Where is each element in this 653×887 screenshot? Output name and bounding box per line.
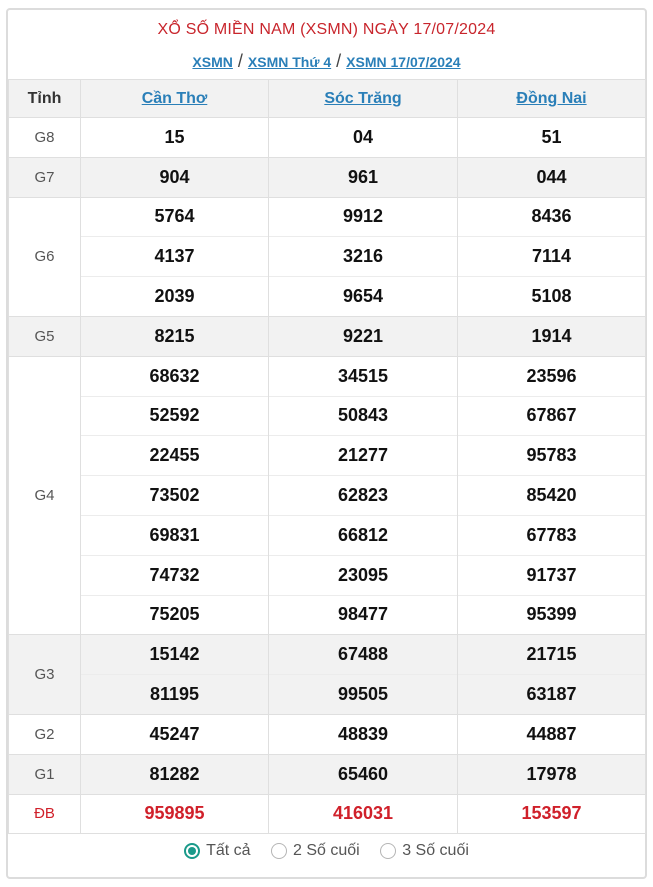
breadcrumb-xsmn[interactable]: XSMN [192, 54, 233, 70]
results-table [8, 79, 646, 834]
province-link-dong-nai[interactable]: Đồng Nai [516, 89, 587, 107]
prize-number: 21715 [458, 635, 646, 675]
results-card [6, 8, 647, 879]
filter-option-label: 3 Số cuối [402, 842, 469, 859]
prize-number: 04 [269, 118, 458, 158]
prize-label-g5: G5 [9, 316, 81, 356]
table-row [9, 595, 646, 635]
prize-number: 63187 [458, 675, 646, 715]
breadcrumb [8, 51, 645, 72]
province-header-can-tho [81, 80, 269, 118]
prize-label-g7: G7 [9, 157, 81, 197]
table-row [9, 436, 646, 476]
prize-number: 5764 [81, 197, 269, 237]
table-row [9, 754, 646, 794]
prize-number: 75205 [81, 595, 269, 635]
table-row [9, 515, 646, 555]
prize-number: 9654 [269, 277, 458, 317]
table-row [9, 316, 646, 356]
prize-number: 62823 [269, 476, 458, 516]
prize-number: 1914 [458, 316, 646, 356]
prize-number: 22455 [81, 436, 269, 476]
prize-number: 95399 [458, 595, 646, 635]
table-row [9, 635, 646, 675]
prize-number: 153597 [458, 794, 646, 834]
prize-number: 99505 [269, 675, 458, 715]
prize-number: 8215 [81, 316, 269, 356]
prize-number: 45247 [81, 714, 269, 754]
table-row [9, 555, 646, 595]
radio-icon[interactable] [271, 843, 287, 859]
table-row [9, 118, 646, 158]
table-row [9, 237, 646, 277]
prize-number: 044 [458, 157, 646, 197]
prize-number: 8436 [458, 197, 646, 237]
prize-number: 9912 [269, 197, 458, 237]
prize-number: 74732 [81, 555, 269, 595]
prize-number: 67867 [458, 396, 646, 436]
prize-number: 904 [81, 157, 269, 197]
breadcrumb-xsmn-date[interactable]: XSMN 17/07/2024 [346, 54, 461, 70]
prize-number: 959895 [81, 794, 269, 834]
filter-option-last-2[interactable] [271, 842, 360, 860]
prize-number: 85420 [458, 476, 646, 516]
prize-number: 69831 [81, 515, 269, 555]
prize-number: 81195 [81, 675, 269, 715]
prize-number: 52592 [81, 396, 269, 436]
breadcrumb-separator: / [336, 51, 342, 71]
province-link-can-tho[interactable]: Cần Thơ [141, 89, 208, 107]
prize-number: 81282 [81, 754, 269, 794]
radio-icon[interactable] [380, 843, 396, 859]
prize-label-g8: G8 [9, 118, 81, 158]
prize-number: 3216 [269, 237, 458, 277]
prize-number: 44887 [458, 714, 646, 754]
prize-number: 48839 [269, 714, 458, 754]
breadcrumb-separator: / [237, 51, 243, 71]
table-row [9, 356, 646, 396]
prize-label-g2: G2 [9, 714, 81, 754]
prize-number: 7114 [458, 237, 646, 277]
filter-option-label: Tất cả [206, 842, 251, 859]
filter-option-label: 2 Số cuối [293, 842, 360, 859]
table-row [9, 675, 646, 715]
prize-number: 9221 [269, 316, 458, 356]
prize-number: 23095 [269, 555, 458, 595]
table-row [9, 157, 646, 197]
prize-number: 67783 [458, 515, 646, 555]
filter-option-last-3[interactable] [380, 842, 469, 860]
table-row [9, 277, 646, 317]
province-header-soc-trang [269, 80, 458, 118]
prize-number: 961 [269, 157, 458, 197]
table-row [9, 794, 646, 834]
table-row [9, 396, 646, 436]
prize-number: 416031 [269, 794, 458, 834]
prize-label-db: ĐB [9, 794, 81, 834]
prize-number: 5108 [458, 277, 646, 317]
digit-filter [8, 842, 645, 864]
province-link-soc-trang[interactable]: Sóc Trăng [324, 89, 402, 107]
filter-option-all[interactable] [184, 842, 250, 860]
radio-selected-icon[interactable] [184, 843, 200, 859]
prize-number: 95783 [458, 436, 646, 476]
prize-number: 67488 [269, 635, 458, 675]
prize-number: 23596 [458, 356, 646, 396]
prize-label-g6: G6 [9, 197, 81, 316]
prize-label-g3: G3 [9, 635, 81, 715]
prize-label-g1: G1 [9, 754, 81, 794]
prize-number: 66812 [269, 515, 458, 555]
table-row [9, 714, 646, 754]
prize-number: 50843 [269, 396, 458, 436]
page-title: XỔ SỐ MIỀN NAM (XSMN) NGÀY 17/07/2024 [157, 21, 496, 38]
province-column-header: Tỉnh [9, 80, 81, 118]
prize-number: 15142 [81, 635, 269, 675]
prize-number: 17978 [458, 754, 646, 794]
prize-number: 4137 [81, 237, 269, 277]
prize-number: 15 [81, 118, 269, 158]
breadcrumb-xsmn-thu-4[interactable]: XSMN Thứ 4 [247, 54, 332, 70]
prize-number: 2039 [81, 277, 269, 317]
prize-number: 98477 [269, 595, 458, 635]
table-header-row [9, 80, 646, 118]
prize-number: 65460 [269, 754, 458, 794]
prize-number: 34515 [269, 356, 458, 396]
prize-label-g4: G4 [9, 356, 81, 635]
prize-number: 68632 [81, 356, 269, 396]
province-header-dong-nai [458, 80, 646, 118]
prize-number: 91737 [458, 555, 646, 595]
table-row [9, 476, 646, 516]
prize-number: 21277 [269, 436, 458, 476]
table-row [9, 197, 646, 237]
prize-number: 51 [458, 118, 646, 158]
prize-number: 73502 [81, 476, 269, 516]
